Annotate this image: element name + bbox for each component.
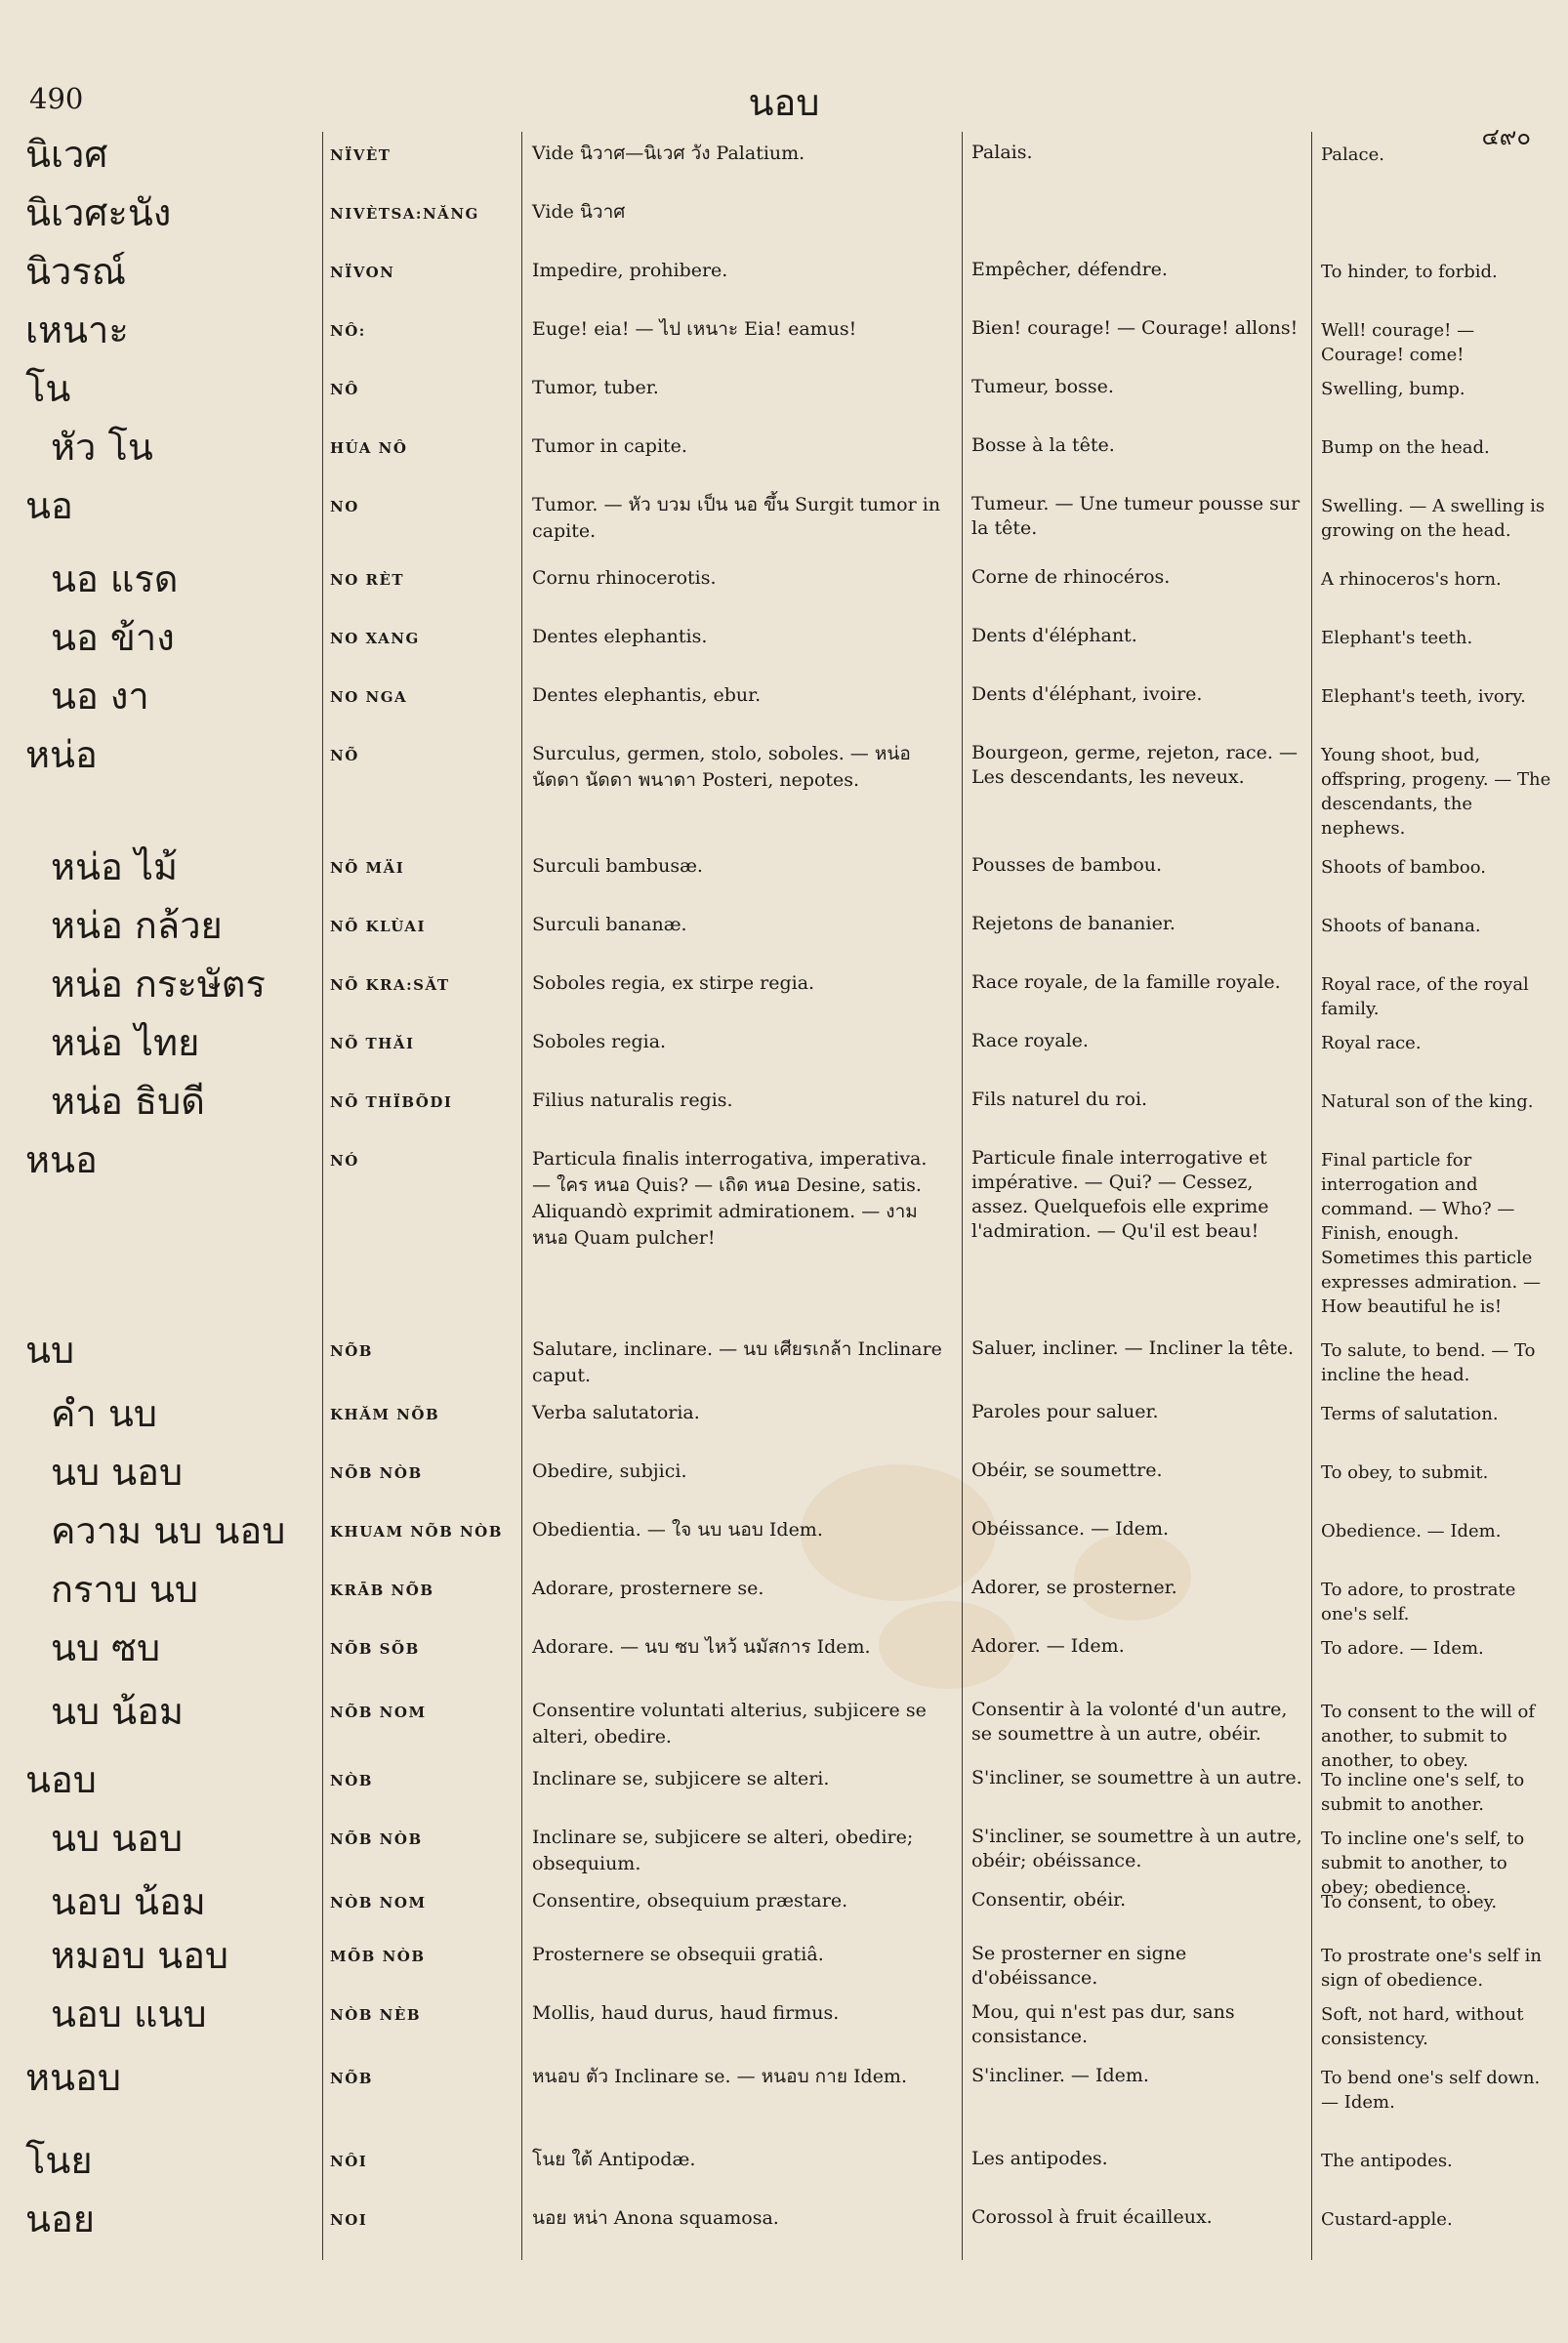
french-definition: Race royale, de la famille royale. [971,971,1281,993]
french-definition: Se prosterner en signe d'obéissance. [971,1943,1187,1989]
latin-definition: Salutare, inclinare. — นบ เศียรเกล้า Inclinare caput. [532,1338,942,1386]
english-definition: To obey, to submit. [1321,1462,1489,1483]
english-definition: To prostrate one's self in sign of obedience. [1321,1946,1542,1991]
romanization: NÕB [330,1342,373,1360]
latin-definition: Surculi bananæ. [532,914,687,935]
french-definition: Obéissance. — Idem. [971,1518,1170,1540]
thai-headword: หนอบ [25,2056,121,2099]
english-definition: A rhinoceros's horn. [1321,569,1502,590]
english-definition: To bend one's self down. — Idem. [1321,2068,1541,2113]
thai-headword: นอบ แนบ [51,1993,207,2035]
latin-definition: Consentire voluntati alterius, subjicere se alteri, obedire. [532,1700,927,1747]
romanization: NÕB NÒB [330,1830,423,1848]
thai-headword: นบ ซบ [51,1626,161,1669]
french-definition: Bien! courage! — Courage! allons! [971,317,1299,339]
thai-headword: นบ น้อม [51,1690,185,1733]
french-definition: Adorer. — Idem. [971,1635,1125,1657]
thai-headword: หน่อ กล้วย [51,904,223,947]
english-definition: Young shoot, bud, offspring, progeny. — The descendants, the nephews. [1321,745,1551,839]
latin-definition: Obedire, subjici. [532,1460,687,1482]
english-definition: Bump on the head. [1321,437,1490,458]
french-definition: Bourgeon, germe, rejeton, race. — Les descendants, les neveux. [971,742,1298,788]
english-definition: Terms of salutation. [1321,1404,1499,1424]
romanization: NO XANG [330,630,420,647]
french-definition: Tumeur. — Une tumeur pousse sur la tête. [971,493,1300,539]
english-definition: To incline one's self, to submit to another. [1321,1770,1525,1815]
thai-headword: หน่อ [25,733,98,776]
latin-definition: Soboles regia, ex stirpe regia. [532,972,815,994]
english-definition: Soft, not hard, without consistency. [1321,2004,1524,2049]
romanization: KHUAM NÕB NÒB [330,1523,503,1541]
english-definition: To consent, to obey. [1321,1892,1498,1912]
thai-headword: นอ งา [51,675,149,718]
french-definition: Rejetons de bananier. [971,913,1176,934]
latin-definition: Verba salutatoria. [532,1402,700,1423]
english-definition: To hinder, to forbid. [1321,262,1498,282]
romanization: NÕ [330,747,359,764]
english-definition: Swelling. — A swelling is growing on the head. [1321,496,1546,541]
english-definition: To consent to the will of another, to submit to another, to obey. [1321,1702,1536,1771]
french-definition: S'incliner, se soumettre à un autre. [971,1767,1302,1788]
french-definition: Tumeur, bosse. [971,376,1114,397]
latin-definition: Tumor. — หัว บวม เป็น นอ ขึ้น Surgit tumor in capite. [532,494,941,542]
thai-headword: นอ ข้าง [51,616,175,659]
thai-headword: นอบ [25,1758,97,1801]
romanization: NO NGA [330,688,408,706]
french-definition: Dents d'éléphant, ivoire. [971,683,1203,705]
thai-headword: นบ นอบ [51,1817,184,1860]
romanization: NÏVÈT [330,146,392,164]
french-definition: Particule finale interrogative et impérative. — Qui? — Cessez, assez. Quelquefois elle exprime l'admiration. — Qu'il est beau! [971,1147,1269,1242]
romanization: NÔI [330,2153,368,2170]
thai-headword: หนอ [25,1138,98,1181]
romanization: NÕ KRA:SĂT [330,976,450,994]
thai-headword: หน่อ ไทย [51,1021,200,1064]
thai-headword: หมอบ นอบ [51,1934,229,1977]
english-definition: To adore. — Idem. [1321,1638,1484,1659]
latin-definition: Impedire, prohibere. [532,260,728,281]
latin-definition: Prosternere se obsequii gratiâ. [532,1944,824,1965]
latin-definition: Tumor, tuber. [532,377,659,398]
thai-headword: นอบ น้อม [51,1880,206,1923]
thai-headword: นบ [25,1329,75,1372]
thai-headword: หน่อ ไม้ [51,845,179,888]
french-definition: Paroles pour saluer. [971,1401,1159,1422]
romanization: NÒB [330,1772,373,1789]
french-definition: Consentir, obéir. [971,1889,1127,1911]
french-definition: S'incliner, se soumettre à un autre, obéir; obéissance. [971,1826,1302,1871]
french-definition: Consentir à la volonté d'un autre, se soumettre à un autre, obéir. [971,1699,1288,1745]
french-definition: Pousses de bambou. [971,854,1163,876]
latin-definition: Surculus, germen, stolo, soboles. — หน่อ นัดดา นัดดา พนาดา Posteri, nepotes. [532,743,911,791]
thai-headword: กราบ นบ [51,1568,199,1611]
romanization: NÕB SÕB [330,1640,420,1658]
latin-definition: Obedientia. — ใจ นบ นอบ Idem. [532,1519,823,1541]
thai-headword: หน่อ กระษัตร [51,963,266,1006]
english-definition: To incline one's self, to submit to another, to obey; obedience. [1321,1829,1525,1898]
english-definition: Royal race. [1321,1033,1422,1053]
latin-definition: โนย ใต้ Antipodæ. [532,2149,696,2170]
english-definition: Elephant's teeth. [1321,628,1473,648]
french-definition: Empêcher, défendre. [971,259,1168,280]
latin-definition: Surculi bambusæ. [532,855,703,877]
thai-headword: โน [25,367,71,410]
running-head: นอบ [748,81,820,124]
romanization: NIVÈTSA:NĂNG [330,205,479,223]
thai-headword: เหนาะ [25,308,129,351]
french-definition: Bosse à la tête. [971,434,1115,456]
english-definition: The antipodes. [1321,2151,1453,2171]
thai-headword: หน่อ ธิบดี [51,1080,205,1123]
thai-headword: นิเวศะนัง [25,191,172,234]
romanization: NÕB [330,2070,373,2087]
latin-definition: Tumor in capite. [532,435,687,457]
romanization: NÕB NÒB [330,1464,423,1482]
romanization: NO RÈT [330,571,405,589]
english-definition: Shoots of bamboo. [1321,857,1486,878]
latin-definition: Mollis, haud durus, haud firmus. [532,2002,840,2024]
latin-definition: Vide นิวาศ [532,201,626,223]
thai-headword: นอ [25,484,73,527]
thai-headword: นอย [25,2198,96,2240]
romanization: NÕ THĂI [330,1035,415,1052]
english-definition: Obedience. — Idem. [1321,1521,1502,1541]
french-definition: Mou, qui n'est pas dur, sans consistance. [971,2001,1235,2047]
french-definition: Obéir, se soumettre. [971,1459,1163,1481]
latin-definition: Inclinare se, subjicere se alteri. [532,1768,830,1789]
latin-definition: Dentes elephantis, ebur. [532,684,762,706]
thai-headword: นอ แรด [51,557,179,600]
latin-definition: หนอบ ตัว Inclinare se. — หนอบ กาย Idem. [532,2066,907,2087]
latin-definition: Dentes elephantis. [532,626,708,647]
page-number: 490 [29,82,84,115]
romanization: NO [330,498,359,515]
latin-definition: Euge! eia! — ไป เหนาะ Eia! eamus! [532,318,857,340]
latin-definition: Vide นิวาศ—นิเวศ วัง Palatium. [532,143,805,164]
latin-definition: Filius naturalis regis. [532,1089,733,1111]
romanization: NÕB NOM [330,1704,427,1721]
latin-definition: Inclinare se, subjicere se alteri, obedire; obsequium. [532,1827,914,1874]
thai-headword: นิวรณ์ [25,250,126,293]
romanization: HÚA NÔ [330,439,408,457]
romanization: NÕ THÏBÕDI [330,1093,453,1111]
latin-definition: นอย หน่า Anona squamosa. [532,2207,779,2229]
thai-headword: หัว โน [51,426,153,469]
romanization: NÕ KLÙAI [330,918,427,935]
latin-definition: Cornu rhinocerotis. [532,567,717,589]
french-definition: Fils naturel du roi. [971,1089,1148,1110]
romanization: NÏVON [330,264,395,281]
thai-page-number: ๔๙๐ [1481,123,1531,150]
thai-headword: นิเวศ [25,133,108,176]
romanization: NÔ: [330,322,366,340]
english-definition: Swelling, bump. [1321,379,1465,399]
english-definition: Shoots of banana. [1321,916,1481,936]
romanization: NÔ [330,381,359,398]
latin-definition: Soboles regia. [532,1031,667,1052]
english-definition: Royal race, of the royal family. [1321,974,1529,1019]
romanization: NOI [330,2211,368,2229]
romanization: MÕB NÒB [330,1948,426,1965]
romanization: NÒB NOM [330,1894,427,1911]
romanization: KHĂM NÕB [330,1406,440,1423]
english-definition: Palace. [1321,144,1384,165]
french-definition: S'incliner. — Idem. [971,2065,1149,2086]
french-definition: Corossol à fruit écailleux. [971,2206,1213,2228]
latin-definition: Particula finalis interrogativa, imperativa. — ใคร หนอ Quis? — เถิด หนอ Desine, satis. Aliquandò exprimit admirationem. — งาม หนอ Quam pulcher! [532,1148,928,1249]
thai-headword: ความ นบ นอบ [51,1509,286,1552]
romanization: NÓ [330,1152,359,1170]
thai-headword: คำ นบ [51,1392,157,1435]
romanization: NÒB NÈB [330,2006,421,2024]
french-definition: Adorer, se prosterner. [971,1577,1177,1598]
english-definition: Well! courage! — Courage! come! [1321,320,1475,365]
english-definition: To adore, to prostrate one's self. [1321,1580,1516,1624]
thai-headword: โนย [25,2139,93,2182]
english-definition: To salute, to bend. — To incline the head. [1321,1340,1536,1385]
french-definition: Dents d'éléphant. [971,625,1137,646]
latin-definition: Consentire, obsequium præstare. [532,1890,848,1911]
french-definition: Corne de rhinocéros. [971,566,1171,588]
french-definition: Saluer, incliner. — Incliner la tête. [971,1337,1295,1359]
english-definition: Final particle for interrogation and command. — Who? — Finish, enough. Sometimes this particle expresses admiration. — How beautiful he is! [1321,1150,1541,1317]
latin-definition: Adorare. — นบ ซบ ไหว้ นมัสการ Idem. [532,1636,871,1658]
english-definition: Natural son of the king. [1321,1091,1534,1112]
french-definition: Palais. [971,142,1033,163]
thai-headword: นบ นอบ [51,1451,184,1494]
latin-definition: Adorare, prosternere se. [532,1578,764,1599]
romanization: KRĀB NÕB [330,1582,434,1599]
english-definition: Elephant's teeth, ivory. [1321,686,1526,707]
romanization: NÕ MÄI [330,859,405,877]
french-definition: Les antipodes. [971,2148,1108,2169]
english-definition: Custard-apple. [1321,2209,1453,2230]
french-definition: Race royale. [971,1030,1089,1051]
